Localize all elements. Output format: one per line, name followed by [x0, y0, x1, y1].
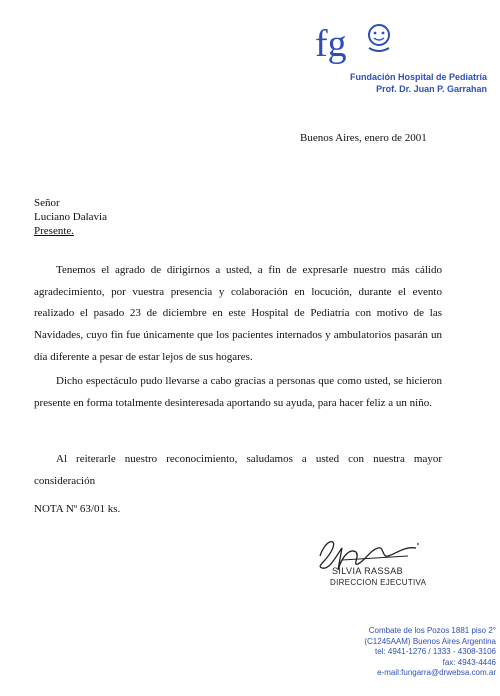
letterhead	[305, 20, 495, 95]
foundation-logo	[313, 20, 395, 70]
org-name: Fundación Hospital de Pediatría	[349, 72, 487, 82]
logo-letters: fg	[315, 23, 347, 65]
footer-phone: tel: 4941-1276 / 1333 - 4308-3106	[375, 647, 496, 656]
body-paragraph-1: Tenemos el agrado de dirigirnos a usted, a fin de expresarle nuestro más cálido agradecimiento, por vuestra presencia y colaboración en locución, durante el evento realizado el pasado 23 de diciembre en este Hospital de Pediatría con motivo de las Navidades, cuyo fin fue únicamente que los pacientes internados y ambulatorios pasarán un día diferente a pesar de estar lejos de sus hogares.	[34, 264, 442, 363]
org-subtitle: Prof. Dr. Juan P. Garrahan	[376, 84, 487, 94]
body-paragraph-3: Al reiterarle nuestro reconocimiento, saludamos a usted con nuestra mayor consideración	[34, 453, 442, 487]
footer-email: e-mail:fungarra@drwebsa.com.ar	[377, 668, 496, 677]
signer-role: DIRECCION EJECUTIVA	[330, 578, 427, 587]
footer-address: Combate de los Pozos 1881 piso 2°	[368, 626, 496, 635]
reference-note: NOTA Nº 63/01 ks.	[34, 503, 121, 515]
letter-date: Buenos Aires, enero de 2001	[300, 132, 427, 144]
signer-name: SILVIA RASSAB	[332, 566, 404, 576]
addressee-salutation: Señor	[34, 197, 60, 209]
footer-contact	[364, 626, 496, 679]
footer-fax: fax: 4943-4446	[442, 657, 496, 667]
body-paragraph-2: Dicho espectáculo pudo llevarse a cabo gracias a personas que como usted, se hicieron presente en forma totalmente desinteresada aportando su ayuda, para hacer feliz a un niño.	[34, 375, 442, 409]
addressee-presente: Presente.	[34, 225, 75, 237]
addressee-name: Luciano Dalavia	[34, 211, 107, 223]
footer-postal: (C1245AAM) Buenos Aires Argentina	[364, 636, 496, 646]
